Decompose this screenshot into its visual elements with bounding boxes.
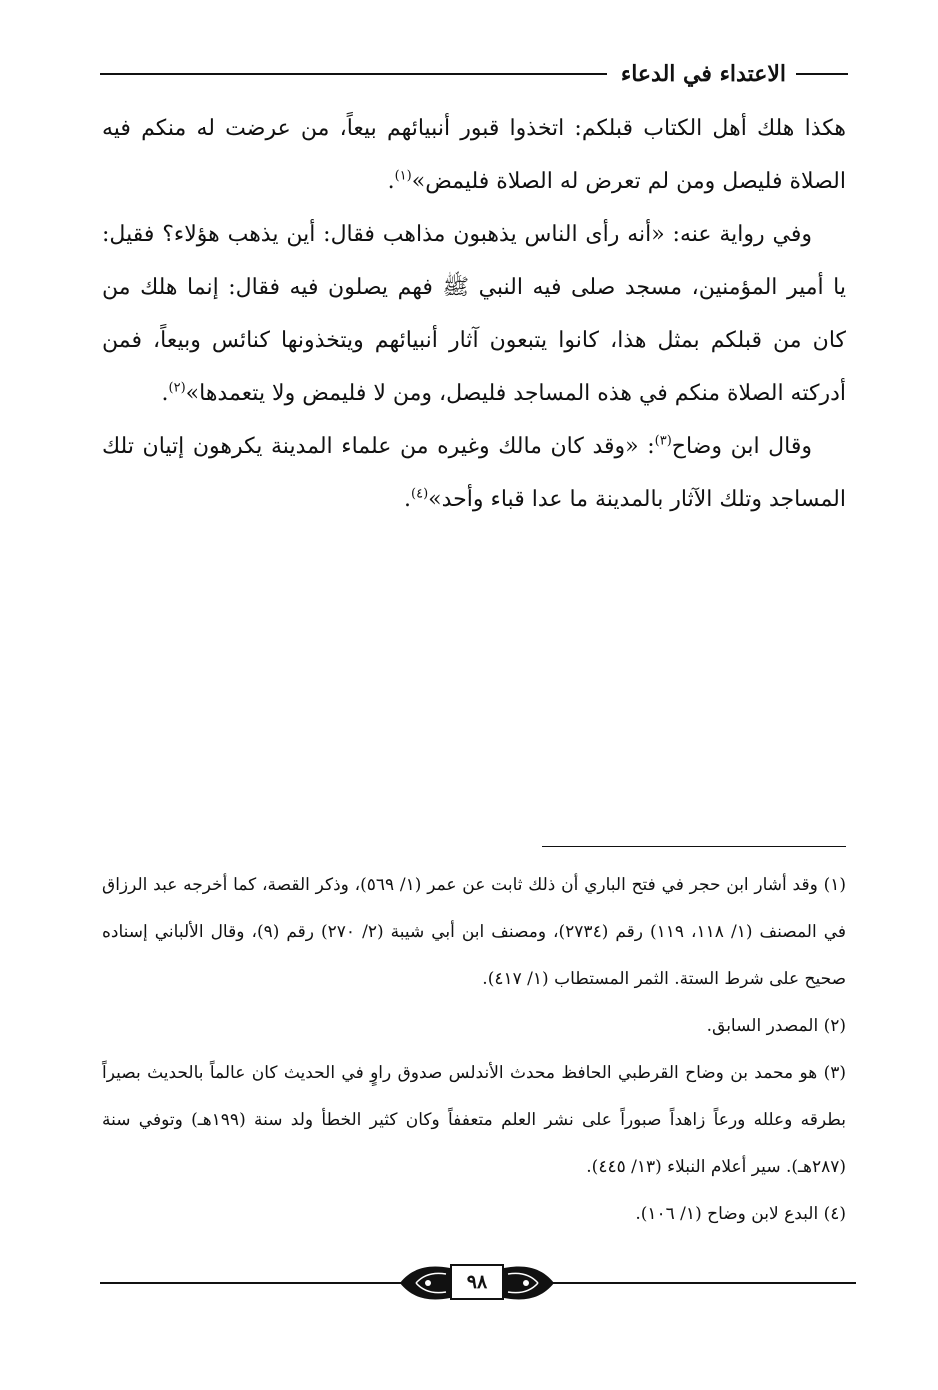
- footnotes: [102, 862, 846, 1238]
- paragraph-2: [102, 208, 846, 420]
- header-rule-right: [796, 73, 848, 75]
- paragraph-3-end: .: [404, 487, 412, 512]
- running-header: [100, 52, 848, 96]
- header-rule-left: [100, 73, 607, 75]
- footnote-4: (٤) البدع لابن وضاح (١/ ١٠٦).: [635, 1204, 846, 1224]
- footnote-2: (٢) المصدر السابق.: [706, 1016, 846, 1036]
- paragraph-1-text: هكذا هلك أهل الكتاب قبلكم: اتخذوا قبور أنبيائهم بيعاً، من عرضت له منكم فيه الصلاة فليصل ومن لم تعرض له الصلاة فليمض»: [102, 116, 846, 194]
- page-footer: [100, 1254, 856, 1310]
- footnote-ref-1: (١): [394, 168, 412, 184]
- footnote-1: (١) وقد أشار ابن حجر في فتح الباري أن ذلك ثابت عن عمر (١/ ٥٦٩)، وذكر القصة، كما أخرجه عبد الرزاق في المصنف (١/ ١١٨، ١١٩) رقم (٢٧٣٤)، ومصنف ابن أبي شيبة (٢/ ٢٧٠) رقم (٩)، وقال الألباني إسناده صحيح على شرط الستة. الثمر المستطاب (١/ ٤١٧).: [102, 875, 846, 989]
- footer-rule-right: [552, 1282, 856, 1284]
- footnote-separator: [542, 846, 846, 847]
- footnote-ref-4: (٤): [411, 486, 429, 502]
- paragraph-3-start: وقال ابن وضاح: [671, 434, 812, 459]
- main-text: [102, 102, 846, 526]
- paragraph-2-text: وفي رواية عنه: «أنه رأى الناس يذهبون مذاهب فقال: أين يذهب هؤلاء؟ فقيل: يا أمير المؤمنين، مسجد صلى فيه النبي ﷺ فهم يصلون فيه فقال: إنما هلك من كان من قبلكم بمثل هذا، كانوا يتبعون آثار أنبيائهم ويتخذونها كنائس وبيعاً، فمن أدركته الصلاة منكم في هذه المساجد فليصل، ومن لا فليمض ولا يتعمدها»: [102, 222, 846, 406]
- paragraph-3-text: : «وقد كان مالك وغيره من علماء المدينة يكرهون إتيان تلك المساجد وتلك الآثار بالمدينة ما عدا قباء وأحد»: [102, 434, 846, 512]
- paragraph-3: [102, 420, 846, 526]
- paragraph-1-end: .: [387, 169, 395, 194]
- footer-rule-left: [100, 1282, 405, 1284]
- footnote-ref-2: (٢): [168, 380, 186, 396]
- footnote-ref-3: (٣): [654, 433, 672, 449]
- paragraph-1: [102, 102, 846, 208]
- footnote-3: (٣) هو محمد بن وضاح القرطبي الحافظ محدث الأندلس صدوق راوٍ في الحديث كان عالماً بالحديث بصيراً بطرقه وعلله ورعاً زاهداً صبوراً على نشر العلم متعففاً وكان كثير الخطأ ولد سنة (١٩٩هـ) وتوفي سنة (٢٨٧هـ). سير أعلام النبلاء (١٣/ ٤٤٥).: [102, 1063, 846, 1177]
- paragraph-2-end: .: [161, 381, 169, 406]
- header-title: الاعتداء في الدعاء: [620, 61, 786, 87]
- page-number: ٩٨: [450, 1264, 504, 1300]
